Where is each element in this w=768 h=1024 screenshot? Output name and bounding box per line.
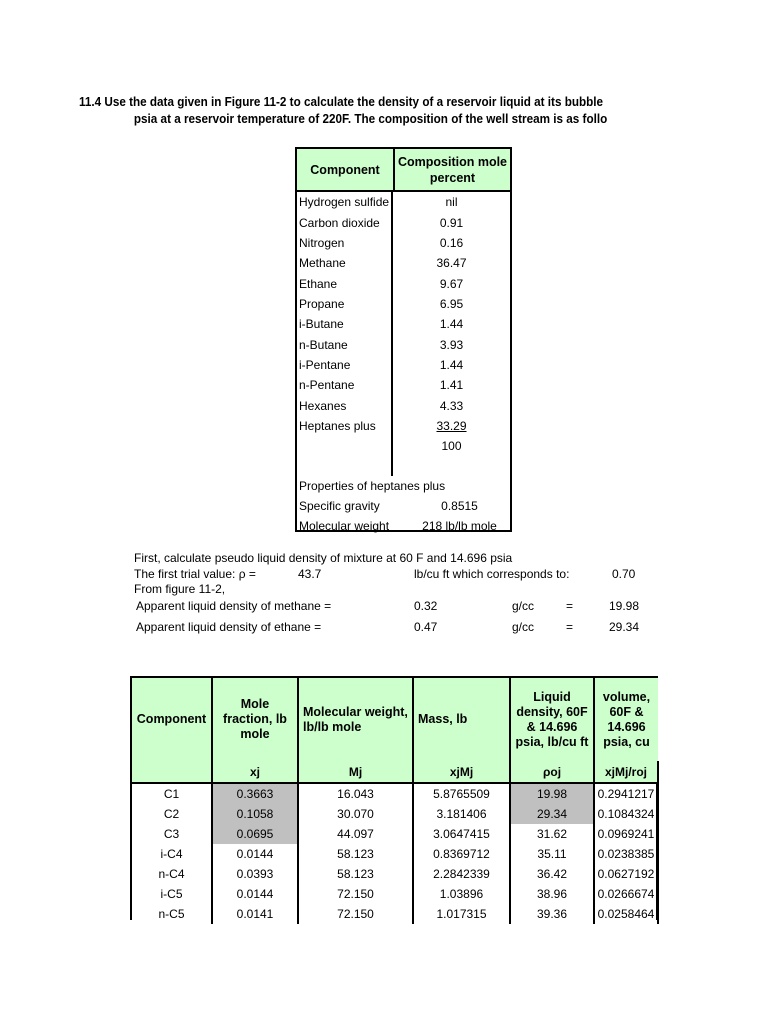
- table-cell: 0.3663: [212, 783, 298, 804]
- symbol-cell: xjMj/roj: [594, 761, 658, 783]
- component-value: 36.47: [436, 256, 467, 271]
- table-cell: 36.42: [510, 864, 594, 884]
- table-cell: 0.0144: [212, 884, 298, 904]
- table-cell: 1.03896: [413, 884, 510, 904]
- component-value: 1.44: [439, 357, 464, 372]
- table-row: [297, 355, 510, 375]
- from-figure: From figure 11-2,: [134, 582, 226, 596]
- symbol-cell: xjMj: [413, 761, 510, 783]
- table-row: [297, 314, 510, 334]
- col-header-liquid-density: Liquid density, 60F & 14.696 psia, lb/cu ft: [510, 678, 594, 761]
- table-cell: 31.62: [510, 824, 594, 844]
- heptanes-properties: [297, 476, 510, 536]
- table-row: [132, 904, 658, 924]
- component-value: nil: [445, 195, 458, 210]
- symbol-cell: Mj: [298, 761, 413, 783]
- table-row: [132, 884, 658, 904]
- component-value: 0.16: [439, 235, 464, 250]
- table-row: [297, 395, 510, 415]
- table-cell: n-C5: [132, 904, 212, 924]
- problem-statement: [79, 93, 619, 127]
- component-value: 1.44: [439, 317, 464, 332]
- table-cell: 58.123: [298, 864, 413, 884]
- symbol-cell: xj: [212, 761, 298, 783]
- table-cell: 5.8765509: [413, 783, 510, 804]
- table-row: [132, 783, 658, 804]
- table-cell: 38.96: [510, 884, 594, 904]
- sg-label: Specific gravity: [299, 499, 380, 514]
- trial-units: lb/cu ft which corresponds to:: [414, 567, 570, 581]
- component-value: 4.33: [439, 398, 464, 413]
- methane-lb: 19.98: [609, 599, 640, 613]
- table-row: [132, 804, 658, 824]
- component-name: Methane: [297, 253, 393, 273]
- spacer-row: [297, 456, 510, 476]
- component-name: Carbon dioxide: [297, 212, 393, 232]
- header-component: Component: [297, 149, 395, 190]
- props-title: Properties of heptanes plus: [299, 479, 446, 494]
- props-title-row: [297, 476, 510, 496]
- table-cell: 44.097: [298, 824, 413, 844]
- col-header-component: Component: [132, 678, 212, 761]
- composition-table-header: [297, 149, 510, 192]
- table-cell: i-C5: [132, 884, 212, 904]
- component-value: 1.41: [439, 378, 464, 393]
- table-cell: 0.0141: [212, 904, 298, 924]
- mw-label: Molecular weight: [299, 519, 390, 534]
- table-cell: 30.070: [298, 804, 413, 824]
- col-header-volume: volume, 60F & 14.696 psia, cu: [594, 678, 658, 761]
- table-cell: 0.0238385: [594, 844, 658, 864]
- trial-label: The first trial value: ρ =: [134, 567, 256, 581]
- methane-unit: g/cc: [512, 599, 535, 613]
- component-value: [393, 419, 510, 433]
- table-row: [297, 212, 510, 232]
- problem-line-2: psia at a reservoir temperature of 220F. The composition of the well stream is as follo: [133, 111, 608, 126]
- component-name: i-Pentane: [297, 355, 393, 375]
- mw-value: 218 lb/lb mole: [422, 519, 497, 534]
- table-cell: 72.150: [298, 904, 413, 924]
- table-row: [297, 416, 510, 436]
- table-row: [132, 824, 658, 844]
- table-cell: C2: [132, 804, 212, 824]
- component-name: n-Pentane: [297, 375, 393, 395]
- col-header-molecular-weight: Molecular weight, lb/lb mole: [298, 678, 413, 761]
- table-cell: 58.123: [298, 844, 413, 864]
- table-cell: 35.11: [510, 844, 594, 864]
- table-row: [297, 253, 510, 273]
- table-cell: 0.0393: [212, 864, 298, 884]
- symbol-row: [132, 761, 658, 783]
- molecular-weight-row: [297, 516, 510, 536]
- component-name: Hydrogen sulfide: [297, 192, 393, 212]
- table-cell: 39.36: [510, 904, 594, 924]
- composition-table-body: [297, 192, 510, 476]
- heptanes-plus-value: 33.29: [436, 418, 467, 433]
- table-cell: 3.0647415: [413, 824, 510, 844]
- table-row: [297, 233, 510, 253]
- component-name: Hexanes: [297, 395, 393, 415]
- table-cell: 2.2842339: [413, 864, 510, 884]
- symbol-cell: [132, 761, 212, 783]
- ethane-equals: =: [566, 620, 574, 634]
- table-cell: 0.0695: [212, 824, 298, 844]
- table-cell: 0.0969241: [594, 824, 658, 844]
- methane-gcc: 0.32: [414, 599, 438, 613]
- table-row: [297, 273, 510, 293]
- table-cell: C1: [132, 783, 212, 804]
- component-value: 3.93: [439, 337, 464, 352]
- table-cell: 1.017315: [413, 904, 510, 924]
- table-cell: i-C4: [132, 844, 212, 864]
- symbol-cell: ρoj: [510, 761, 594, 783]
- sg-value: 0.8515: [441, 499, 478, 514]
- table-cell: 16.043: [298, 783, 413, 804]
- table-cell: 3.181406: [413, 804, 510, 824]
- col-header-mass: Mass, lb: [413, 678, 510, 761]
- component-name: Heptanes plus: [297, 416, 393, 436]
- table-cell: 0.0266674: [594, 884, 658, 904]
- methane-equals: =: [566, 599, 574, 613]
- ethane-gcc: 0.47: [414, 620, 438, 634]
- table-cell: 0.1084324: [594, 804, 658, 824]
- table-cell: n-C4: [132, 864, 212, 884]
- total-value: 100: [441, 439, 462, 454]
- trial-corresponding: 0.70: [612, 567, 636, 581]
- table-row: [297, 294, 510, 314]
- total-row: [297, 436, 510, 456]
- ethane-unit: g/cc: [512, 620, 535, 634]
- table-cell: 0.0144: [212, 844, 298, 864]
- problem-line-1: 11.4 Use the data given in Figure 11-2 to calculate the density of a reservoir liquid at its bubble: [79, 94, 604, 109]
- ethane-label: Apparent liquid density of ethane =: [136, 620, 322, 634]
- table-cell: 0.2941217: [594, 783, 658, 804]
- table-cell: 0.0627192: [594, 864, 658, 884]
- trial-value: 43.7: [298, 567, 322, 581]
- table-cell: 19.98: [510, 783, 594, 804]
- specific-gravity-row: [297, 496, 510, 516]
- component-name: i-Butane: [297, 314, 393, 334]
- table-cell: 29.34: [510, 804, 594, 824]
- methane-label: Apparent liquid density of methane =: [136, 599, 332, 613]
- component-value: 0.91: [439, 215, 464, 230]
- component-name: Propane: [297, 294, 393, 314]
- composition-table: [295, 147, 512, 532]
- table-row: [132, 844, 658, 864]
- calc-table-header: [132, 678, 658, 761]
- component-value: 9.67: [439, 276, 464, 291]
- table-cell: 0.8369712: [413, 844, 510, 864]
- component-name: n-Butane: [297, 334, 393, 354]
- calc-intro: First, calculate pseudo liquid density of mixture at 60 F and 14.696 psia: [134, 551, 513, 565]
- table-cell: 72.150: [298, 884, 413, 904]
- table-cell: 0.1058: [212, 804, 298, 824]
- col-header-mole-fraction: Mole fraction, lb mole: [212, 678, 298, 761]
- table-cell: C3: [132, 824, 212, 844]
- table-row: [132, 864, 658, 884]
- table-row: [297, 375, 510, 395]
- table-row: [297, 192, 510, 212]
- ethane-lb: 29.34: [609, 620, 640, 634]
- table-row: [297, 334, 510, 354]
- density-calc-table: [130, 676, 658, 920]
- component-name: Ethane: [297, 273, 393, 293]
- table-cell: 0.0258464: [594, 904, 658, 924]
- component-value: 6.95: [439, 296, 464, 311]
- header-composition: Composition mole percent: [397, 154, 508, 185]
- component-name: Nitrogen: [297, 233, 393, 253]
